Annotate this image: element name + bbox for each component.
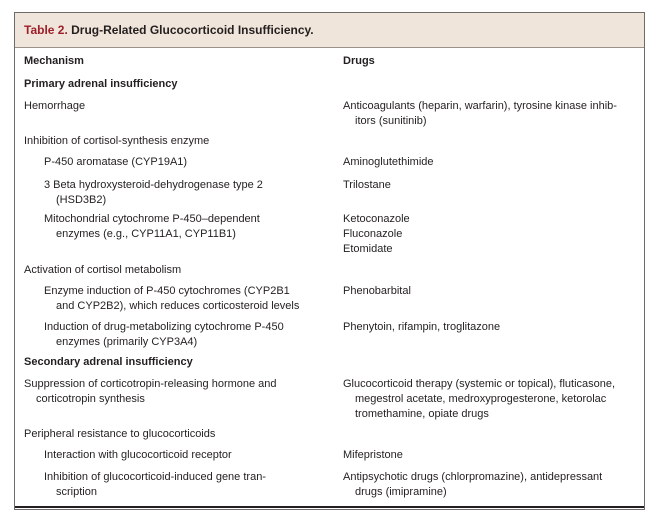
- drugs-line: Etomidate: [343, 243, 393, 255]
- row-mechanism: [44, 212, 260, 242]
- row-drugs: [343, 178, 391, 193]
- row-mechanism: [44, 284, 299, 314]
- row-mechanism: [24, 427, 215, 442]
- drugs-line: Antipsychotic drugs (chlorpromazine), antidepressant: [343, 471, 603, 483]
- table-title: [24, 23, 314, 37]
- row-mechanism: [44, 470, 266, 500]
- drugs-line: Mifepristone: [343, 449, 403, 461]
- drugs-line: megestrol acetate, medroxyprogesterone, ketorolac: [355, 393, 607, 405]
- mechanism-line: Enzyme induction of P-450 cytochromes (CYP2B1: [44, 285, 290, 297]
- section-heading-secondary: Secondary adrenal insufficiency: [24, 356, 193, 368]
- row-drugs: [343, 320, 500, 335]
- drugs-line: Aminoglutethimide: [343, 156, 434, 168]
- row-mechanism: [24, 263, 181, 278]
- row-drugs: [343, 470, 602, 500]
- drugs-line: Ketoconazole: [343, 213, 410, 225]
- table-number: Table 2.: [24, 23, 68, 37]
- table-title-text: Drug-Related Glucocorticoid Insufficiency.: [71, 23, 314, 37]
- mechanism-line: corticotropin synthesis: [36, 393, 145, 405]
- row-mechanism: [44, 448, 232, 463]
- row-drugs: [343, 284, 411, 299]
- drugs-line: tromethamine, opiate drugs: [355, 408, 489, 420]
- drugs-line: itors (sunitinib): [355, 115, 427, 127]
- row-mechanism: [24, 99, 85, 114]
- row-mechanism: [44, 320, 284, 350]
- mechanism-line: Peripheral resistance to glucocorticoids: [24, 428, 216, 440]
- row-drugs: [343, 212, 410, 257]
- drugs-line: Glucocorticoid therapy (systemic or topical), fluticasone,: [343, 378, 616, 390]
- mechanism-line: scription: [56, 486, 97, 498]
- mechanism-line: Hemorrhage: [24, 100, 86, 112]
- table-bottom-rule: [15, 506, 644, 508]
- row-drugs: [343, 155, 434, 170]
- row-drugs: [343, 99, 617, 129]
- drugs-line: Trilostane: [343, 179, 391, 191]
- row-drugs: [343, 448, 403, 463]
- mechanism-line: Mitochondrial cytochrome P-450–dependent: [44, 213, 260, 225]
- mechanism-line: Induction of drug-metabolizing cytochrome P-450: [44, 321, 284, 333]
- mechanism-line: Activation of cortisol metabolism: [24, 264, 182, 276]
- drugs-line: Fluconazole: [343, 228, 403, 240]
- mechanism-line: P-450 aromatase (CYP19A1): [44, 156, 188, 168]
- row-mechanism: [44, 155, 187, 170]
- row-mechanism: [24, 377, 277, 407]
- mechanism-line: enzymes (e.g., CYP11A1, CYP11B1): [56, 228, 236, 240]
- mechanism-line: 3 Beta hydroxysteroid-dehydrogenase type 2: [44, 179, 263, 191]
- drugs-line: drugs (imipramine): [355, 486, 447, 498]
- section-heading-primary: Primary adrenal insufficiency: [24, 78, 178, 90]
- mechanism-line: enzymes (primarily CYP3A4): [56, 336, 198, 348]
- header-drugs: Drugs: [343, 55, 375, 67]
- table-frame: [14, 12, 645, 510]
- row-mechanism: [24, 134, 209, 149]
- mechanism-line: (HSD3B2): [56, 194, 107, 206]
- mechanism-line: Inhibition of glucocorticoid-induced gene tran-: [44, 471, 266, 483]
- drugs-line: Phenobarbital: [343, 285, 411, 297]
- mechanism-line: Inhibition of cortisol-synthesis enzyme: [24, 135, 210, 147]
- row-drugs: [343, 377, 615, 422]
- mechanism-line: Suppression of corticotropin-releasing hormone and: [24, 378, 277, 390]
- mechanism-line: Interaction with glucocorticoid receptor: [44, 449, 232, 461]
- drugs-line: Phenytoin, rifampin, troglitazone: [343, 321, 501, 333]
- table-title-bar: [15, 13, 644, 48]
- header-mechanism: Mechanism: [24, 55, 84, 67]
- drugs-line: Anticoagulants (heparin, warfarin), tyrosine kinase inhib-: [343, 100, 617, 112]
- mechanism-line: and CYP2B2), which reduces corticosteroid levels: [56, 300, 300, 312]
- row-mechanism: [44, 178, 263, 208]
